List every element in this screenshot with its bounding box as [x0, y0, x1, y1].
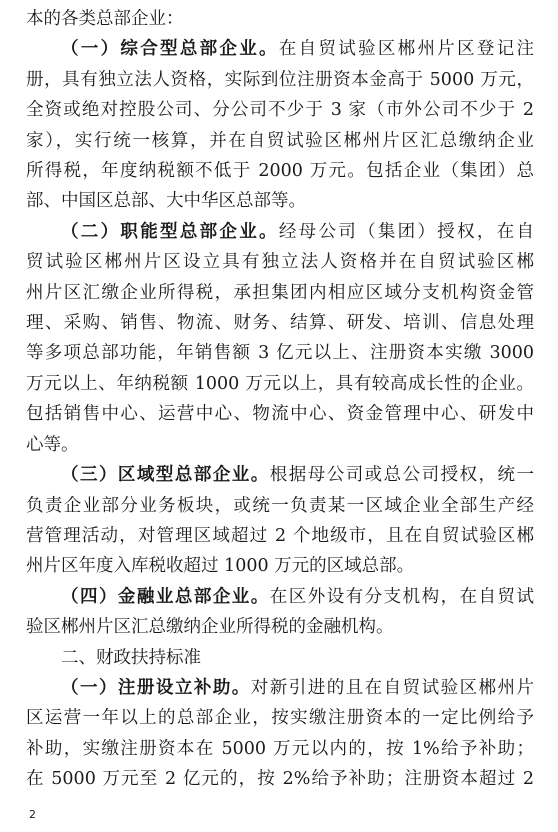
line-text: 本的各类总部企业： — [26, 9, 184, 29]
text-line — [26, 247, 534, 277]
section-heading-label: （二）职能型总部企业。 — [61, 221, 279, 242]
text-line — [26, 491, 534, 521]
line-text: 州片区年度入库税收超过 1000 万元的区域总部。 — [26, 556, 415, 577]
line-text: 区运营一年以上的总部企业，按实缴注册资本的一定比例给予 — [26, 708, 534, 729]
text-line — [26, 95, 534, 125]
line-text: 在自贸试验区郴州片区登记注 — [278, 39, 534, 60]
line-text: 部、中国区总部、大中华区总部等。 — [26, 191, 306, 212]
text-line — [26, 643, 534, 673]
text-line — [26, 338, 534, 368]
line-text: 二、财政扶持标准 — [61, 647, 201, 668]
line-text: 验区郴州片区汇总缴纳企业所得税的金融机构。 — [26, 617, 394, 638]
section-heading-label: （一）综合型总部企业。 — [61, 39, 279, 60]
text-line — [26, 734, 534, 764]
line-text: 等多项总部功能，年销售额 3 亿元以上、注册资本实缴 3000 — [26, 343, 534, 364]
line-text: 包括销售中心、运营中心、物流中心、资金管理中心、研发中 — [26, 404, 534, 425]
line-text: 万元以上、年纳税额 1000 万元以上，具有较高成长性的企业。 — [26, 373, 534, 394]
section-heading-line — [26, 460, 534, 490]
line-text: 册，具有独立法人资格，实际到位注册资本金高于 5000 万元， — [26, 69, 534, 90]
text-line — [26, 430, 534, 460]
section-heading-label: （一）注册设立补助。 — [61, 677, 251, 698]
text-line — [26, 278, 534, 308]
line-text: 所得税，年度纳税额不低于 2000 万元。包括企业（集团）总 — [26, 161, 534, 182]
line-text: 对新引进的且在自贸试验区郴州片 — [250, 677, 534, 698]
text-line — [26, 369, 534, 399]
line-text: 家），实行统一核算，并在自贸试验区郴州片区汇总缴纳企业 — [26, 130, 534, 151]
line-text: 经母公司（集团）授权，在自 — [278, 221, 534, 242]
line-text: 在区外设有分支机构，在自贸试 — [269, 586, 534, 607]
text-line — [26, 308, 534, 338]
section-heading-label: （三）区域型总部企业。 — [61, 465, 270, 486]
page-number: 2 — [29, 808, 36, 821]
section-heading-line — [26, 582, 534, 612]
line-text: 贸试验区郴州片区设立具有独立法人资格并在自贸试验区郴 — [26, 252, 534, 273]
line-text: 理、采购、销售、物流、财务、结算、研发、培训、信息处理 — [26, 313, 534, 334]
section-heading-line — [26, 673, 534, 703]
text-line — [26, 399, 534, 429]
line-text: 心等。 — [26, 434, 79, 455]
text-line — [26, 4, 534, 34]
line-text: 负责企业部分业务板块，或统一负责某一区域企业全部生产经 — [26, 495, 534, 516]
text-line — [26, 703, 534, 733]
text-line — [26, 65, 534, 95]
line-text: 在 5000 万元至 2 亿元的，按 2%给予补助；注册资本超过 2 — [26, 769, 534, 790]
document-page — [26, 4, 534, 795]
text-line — [26, 612, 534, 642]
line-text: 补助，实缴注册资本在 5000 万元以内的，按 1%给予补助； — [26, 738, 534, 759]
section-heading-label: （四）金融业总部企业。 — [61, 586, 270, 607]
text-line — [26, 764, 534, 794]
text-line — [26, 156, 534, 186]
line-text: 全资或绝对控股公司、分公司不少于 3 家（市外公司不少于 2 — [26, 100, 534, 121]
text-line — [26, 551, 534, 581]
text-line — [26, 126, 534, 156]
text-line — [26, 186, 534, 216]
section-heading-line — [26, 34, 534, 64]
section-heading-line — [26, 217, 534, 247]
text-line — [26, 521, 534, 551]
line-text: 州片区汇缴企业所得税，承担集团内相应区域分支机构资金管 — [26, 282, 534, 303]
line-text: 根据母公司或总公司授权，统一 — [269, 465, 534, 486]
line-text: 营管理活动，对管理区域超过 2 个地级市，且在自贸试验区郴 — [26, 525, 534, 546]
